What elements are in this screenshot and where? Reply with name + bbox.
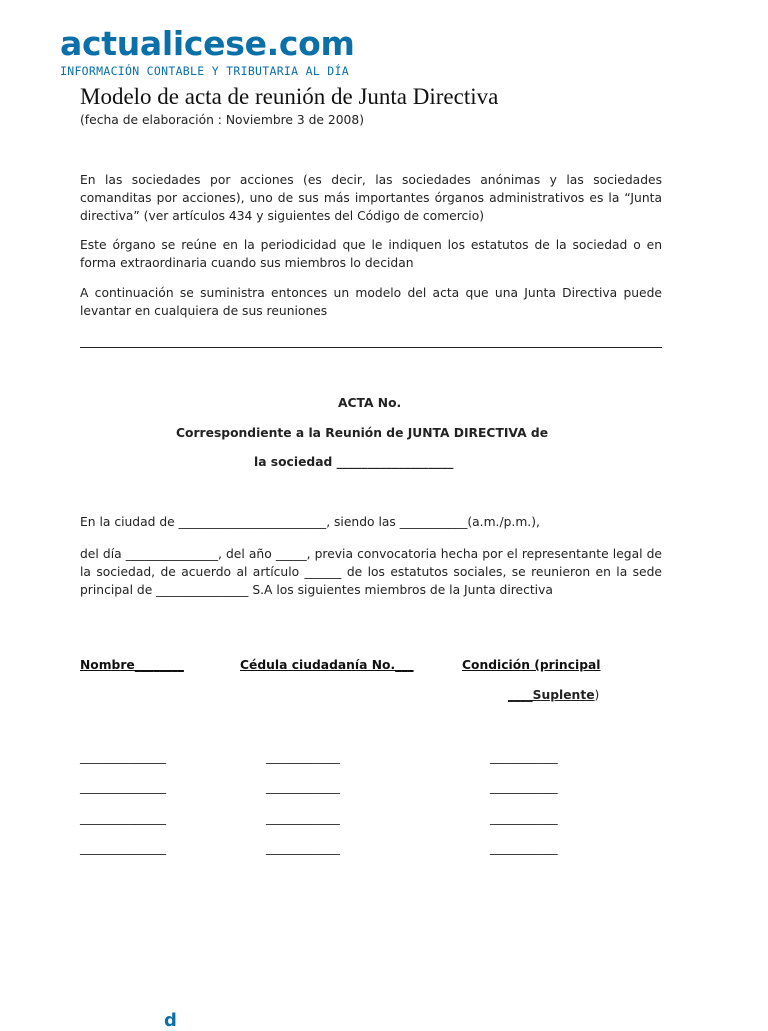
blank-cedula-1: ____________ [266, 750, 340, 764]
blank-nombre-2: ______________ [80, 780, 167, 794]
column-header-nombre: Nombre________ [80, 658, 184, 672]
blank-condicion-2: ___________ [490, 780, 558, 794]
blank-cedula-3: ____________ [266, 811, 340, 825]
blank-nombre-1: ______________ [80, 750, 167, 764]
column-header-cedula: Cédula ciudadanía No.___ [240, 658, 414, 672]
acta-subheading: Correspondiente a la Reunión de JUNTA DIRECTIVA de [176, 426, 549, 440]
section-divider [80, 347, 662, 348]
intro-paragraph-2: Este órgano se reúne en la periodicidad que le indiquen los estatutos de la sociedad o en forma extraordinaria cuando sus miembros lo decidan [80, 238, 662, 270]
column-header-condicion: Condición (principal [462, 658, 601, 672]
blank-condicion-1: ___________ [490, 750, 558, 764]
blank-condicion-4: ___________ [490, 841, 558, 855]
blank-nombre-4: ______________ [80, 841, 167, 855]
site-logo: actualicese.com [60, 24, 355, 63]
blank-condicion-3: ___________ [490, 811, 558, 825]
intro-paragraph-1: En las sociedades por acciones (es decir, las sociedades anónimas y las sociedades comanditas por acciones), uno de sus más importantes órganos administrativos es la “Junta directiva” (ver artículos 434 y siguientes del Código de comercio) [80, 173, 662, 223]
acta-city-line: En la ciudad de ________________________, siendo las ___________(a.m./p.m.), [80, 515, 540, 529]
document-date-note: (fecha de elaboración : Noviembre 3 de 2008) [80, 113, 364, 127]
blank-cedula-2: ____________ [266, 780, 340, 794]
suplente-close-paren: ) [594, 688, 600, 702]
acta-sociedad-line: la sociedad ___________________ [254, 455, 454, 469]
intro-paragraph-3: A continuación se suministra entonces un modelo del acta que una Junta Directiva puede levantar en cualquiera de sus reuniones [80, 286, 662, 318]
acta-body-paragraph: del día _______________, del año _____, previa convocatoria hecha por el representante legal de la sociedad, de acuerdo al artículo ______ de los estatutos sociales, se reunieron en la sede principal de _______________ S.A los siguientes miembros de la Junta directiva [80, 547, 662, 597]
column-header-suplente [508, 688, 599, 702]
blank-nombre-3: ______________ [80, 811, 167, 825]
blank-cedula-4: ____________ [266, 841, 340, 855]
acta-heading: ACTA No. [338, 396, 402, 410]
suplente-label: ____Suplente [508, 688, 595, 702]
document-title: Modelo de acta de reunión de Junta Directiva [80, 84, 499, 109]
site-tagline: INFORMACIÓN CONTABLE Y TRIBUTARIA AL DÍA [60, 64, 349, 78]
footer-logo-fragment: d [164, 1010, 177, 1031]
